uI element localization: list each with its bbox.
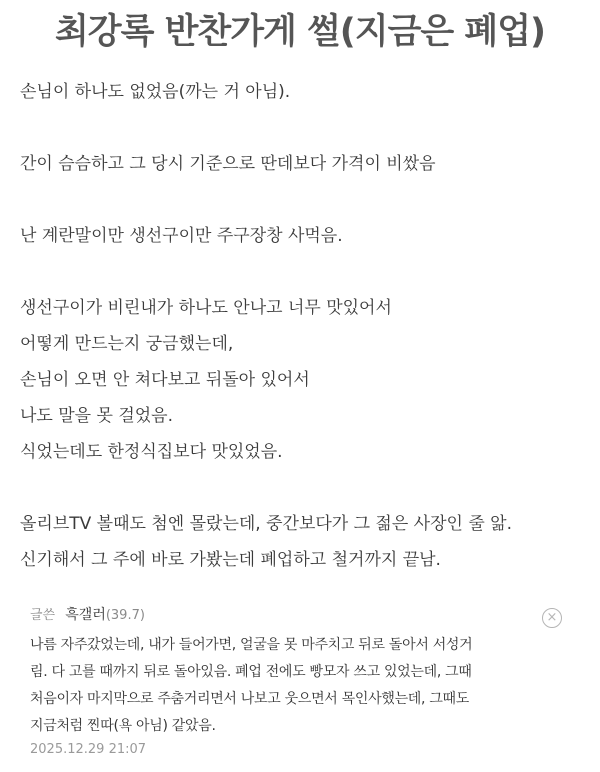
comment-author[interactable]: 흑갤러 bbox=[65, 607, 106, 623]
comment-author-prefix: 글쓴 bbox=[30, 608, 56, 623]
post-line: 손님이 하나도 없었음(까는 거 아님). bbox=[20, 82, 291, 102]
comment-timestamp: 2025.12.29 21:07 bbox=[30, 742, 147, 757]
comment-line: 처음이자 마지막으로 주춤거리면서 나보고 웃으면서 목인사했는데, 그때도 bbox=[30, 691, 469, 707]
post-spacer bbox=[20, 110, 590, 146]
post-line: 난 계란말이만 생선구이만 주구장창 사먹음. bbox=[20, 226, 343, 246]
post-line: 올리브TV 볼때도 첨엔 몰랐는데, 중간보다가 그 젊은 사장인 줄 앎. bbox=[20, 514, 513, 534]
comment bbox=[20, 600, 580, 768]
post-line: 나도 말을 못 걸었음. bbox=[20, 406, 173, 426]
post-line: 손님이 오면 안 쳐다보고 뒤돌아 있어서 bbox=[20, 370, 310, 390]
post-line: 어떻게 만드는지 궁금했는데, bbox=[20, 334, 234, 354]
comment-header bbox=[30, 604, 145, 624]
post-line: 식었는데도 한정식집보다 맛있었음. bbox=[20, 442, 283, 462]
comment-line: 림. 다 고를 때까지 뒤로 돌아있음. 폐업 전에도 빵모자 쓰고 있었는데, 그때 bbox=[30, 664, 472, 680]
post-spacer bbox=[20, 182, 590, 218]
post-title: 최강록 반찬가게 썰(지금은 폐업) bbox=[54, 12, 546, 52]
post-line: 생선구이가 비린내가 하나도 안나고 너무 맛있어서 bbox=[20, 298, 392, 318]
comment-author-score: (39.7) bbox=[105, 608, 145, 623]
comment-body bbox=[30, 632, 575, 740]
post-line: 신기해서 그 주에 바로 가봤는데 폐업하고 철거까지 끝남. bbox=[20, 550, 441, 570]
comment-line: 지금처럼 찐따(욕 아님) 같았음. bbox=[30, 718, 216, 734]
post-spacer bbox=[20, 470, 590, 506]
post-line: 간이 슴슴하고 그 당시 기준으로 딴데보다 가격이 비쌌음 bbox=[20, 154, 436, 174]
close-icon[interactable]: × bbox=[542, 608, 562, 628]
post-spacer bbox=[20, 254, 590, 290]
post-body bbox=[20, 74, 590, 578]
comment-line: 나름 자주갔었는데, 내가 들어가면, 얼굴을 못 마주치고 뒤로 돌아서 서성거 bbox=[30, 637, 473, 653]
